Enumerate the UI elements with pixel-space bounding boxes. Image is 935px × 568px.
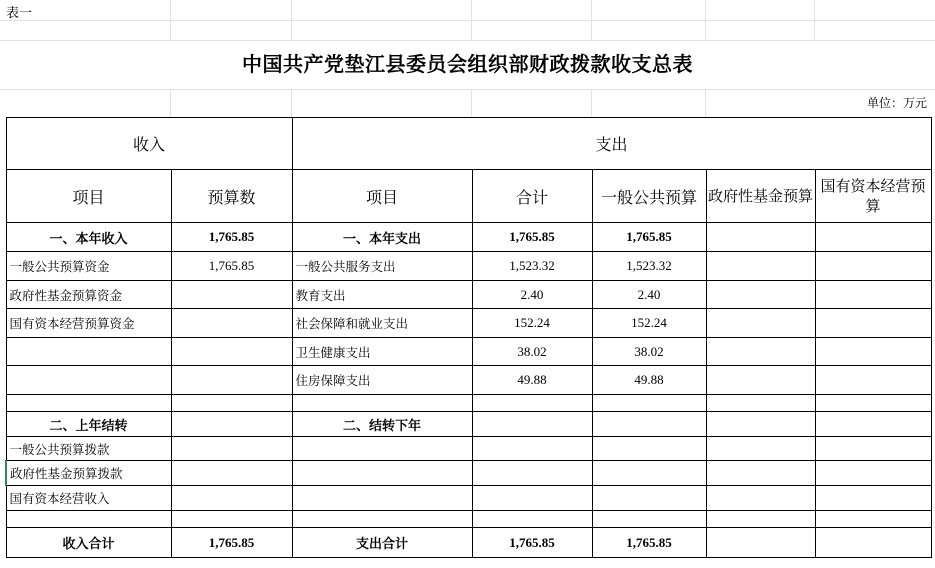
general-value: 49.88 — [592, 366, 706, 395]
table-row — [6, 366, 931, 395]
table-row — [6, 309, 931, 338]
general-value — [592, 511, 706, 528]
table-row — [6, 252, 931, 281]
income-value — [171, 338, 292, 366]
income-value — [171, 309, 292, 338]
table-row — [6, 412, 931, 437]
expense-item: 一、本年支出 — [292, 223, 472, 252]
total-value: 38.02 — [472, 338, 592, 366]
state-capital-value — [815, 366, 931, 395]
state-capital-value — [815, 252, 931, 281]
gov-fund-value — [706, 437, 815, 461]
general-value: 2.40 — [592, 281, 706, 309]
income-value — [171, 461, 292, 486]
col-budget: 预算数 — [171, 170, 292, 223]
gov-fund-value — [706, 223, 815, 252]
income-item — [6, 395, 171, 412]
gov-fund-value — [706, 395, 815, 412]
income-value — [171, 395, 292, 412]
income-item[interactable]: 政府性基金预算拨款 — [6, 461, 171, 486]
totals-row — [6, 528, 931, 558]
expense-item: 住房保障支出 — [292, 366, 472, 395]
total-value: 1,765.85 — [472, 223, 592, 252]
income-item: 一、本年收入 — [6, 223, 171, 252]
income-value — [171, 366, 292, 395]
table-row — [6, 437, 931, 461]
income-item: 国有资本经营收入 — [6, 486, 171, 511]
table-row — [6, 395, 931, 412]
col-general-budget: 一般公共预算 — [592, 170, 706, 223]
expense-item: 社会保障和就业支出 — [292, 309, 472, 338]
general-total-value: 1,765.85 — [592, 528, 706, 558]
total-value: 152.24 — [472, 309, 592, 338]
unit-label: 单位：万元 — [866, 96, 927, 110]
col-total: 合计 — [472, 170, 592, 223]
expense-total-value: 1,765.85 — [472, 528, 592, 558]
expense-item — [292, 486, 472, 511]
col-expense-item: 项目 — [292, 170, 472, 223]
gov-fund-value — [706, 412, 815, 437]
gov-fund-value — [706, 338, 815, 366]
table-tag: 表一 — [6, 6, 33, 21]
state-capital-value — [815, 511, 931, 528]
gov-fund-value — [706, 486, 815, 511]
total-value: 2.40 — [472, 281, 592, 309]
total-value — [472, 437, 592, 461]
state-capital-value — [815, 309, 931, 338]
income-item: 二、上年结转 — [6, 412, 171, 437]
general-value — [592, 412, 706, 437]
expense-item — [292, 437, 472, 461]
expense-item: 一般公共服务支出 — [292, 252, 472, 281]
state-capital-value — [815, 461, 931, 486]
expense-header: 支出 — [292, 118, 931, 170]
state-capital-value — [815, 281, 931, 309]
expense-item — [292, 511, 472, 528]
total-value — [472, 412, 592, 437]
table-row — [6, 486, 931, 511]
total-value: 49.88 — [472, 366, 592, 395]
table-row — [6, 223, 931, 252]
expense-item — [292, 395, 472, 412]
gov-fund-value — [706, 511, 815, 528]
state-capital-value — [815, 486, 931, 511]
total-value — [472, 511, 592, 528]
gov-fund-value — [706, 281, 815, 309]
income-total-label: 收入合计 — [6, 528, 171, 558]
income-value — [171, 511, 292, 528]
income-value — [171, 412, 292, 437]
general-value — [592, 437, 706, 461]
income-item — [6, 338, 171, 366]
gov-fund-value — [706, 252, 815, 281]
income-value: 1,765.85 — [171, 223, 292, 252]
page-title: 中国共产党垫江县委员会组织部财政拨款收支总表 — [242, 52, 693, 76]
expense-item: 卫生健康支出 — [292, 338, 472, 366]
state-capital-value — [815, 223, 931, 252]
table-row — [6, 511, 931, 528]
income-value — [171, 437, 292, 461]
gov-fund-total — [706, 528, 815, 558]
expense-total-label: 支出合计 — [292, 528, 472, 558]
total-value: 1,523.32 — [472, 252, 592, 281]
income-value: 1,765.85 — [171, 252, 292, 281]
general-value: 38.02 — [592, 338, 706, 366]
income-total-value: 1,765.85 — [171, 528, 292, 558]
table-row — [6, 338, 931, 366]
state-capital-value — [815, 395, 931, 412]
state-capital-total — [815, 528, 931, 558]
general-value — [592, 461, 706, 486]
total-value — [472, 486, 592, 511]
table-row — [6, 461, 931, 486]
col-state-capital: 国有资本经营预算 — [815, 170, 931, 223]
state-capital-value — [815, 338, 931, 366]
income-item: 一般公共预算资金 — [6, 252, 171, 281]
total-value — [472, 395, 592, 412]
income-value — [171, 281, 292, 309]
table-row — [6, 281, 931, 309]
gov-fund-value — [706, 309, 815, 338]
state-capital-value — [815, 437, 931, 461]
col-gov-fund: 政府性基金预算 — [706, 170, 815, 223]
general-value: 152.24 — [592, 309, 706, 338]
income-item — [6, 366, 171, 395]
state-capital-value — [815, 412, 931, 437]
income-item: 政府性基金预算资金 — [6, 281, 171, 309]
general-value — [592, 486, 706, 511]
income-value — [171, 486, 292, 511]
budget-table — [5, 117, 932, 558]
income-item — [6, 511, 171, 528]
income-header: 收入 — [6, 118, 292, 170]
general-value: 1,523.32 — [592, 252, 706, 281]
general-value: 1,765.85 — [592, 223, 706, 252]
gov-fund-value — [706, 461, 815, 486]
income-item: 国有资本经营预算资金 — [6, 309, 171, 338]
general-value — [592, 395, 706, 412]
expense-item — [292, 461, 472, 486]
col-income-item: 项目 — [6, 170, 171, 223]
total-value — [472, 461, 592, 486]
gov-fund-value — [706, 366, 815, 395]
income-item: 一般公共预算拨款 — [6, 437, 171, 461]
expense-item: 二、结转下年 — [292, 412, 472, 437]
expense-item: 教育支出 — [292, 281, 472, 309]
